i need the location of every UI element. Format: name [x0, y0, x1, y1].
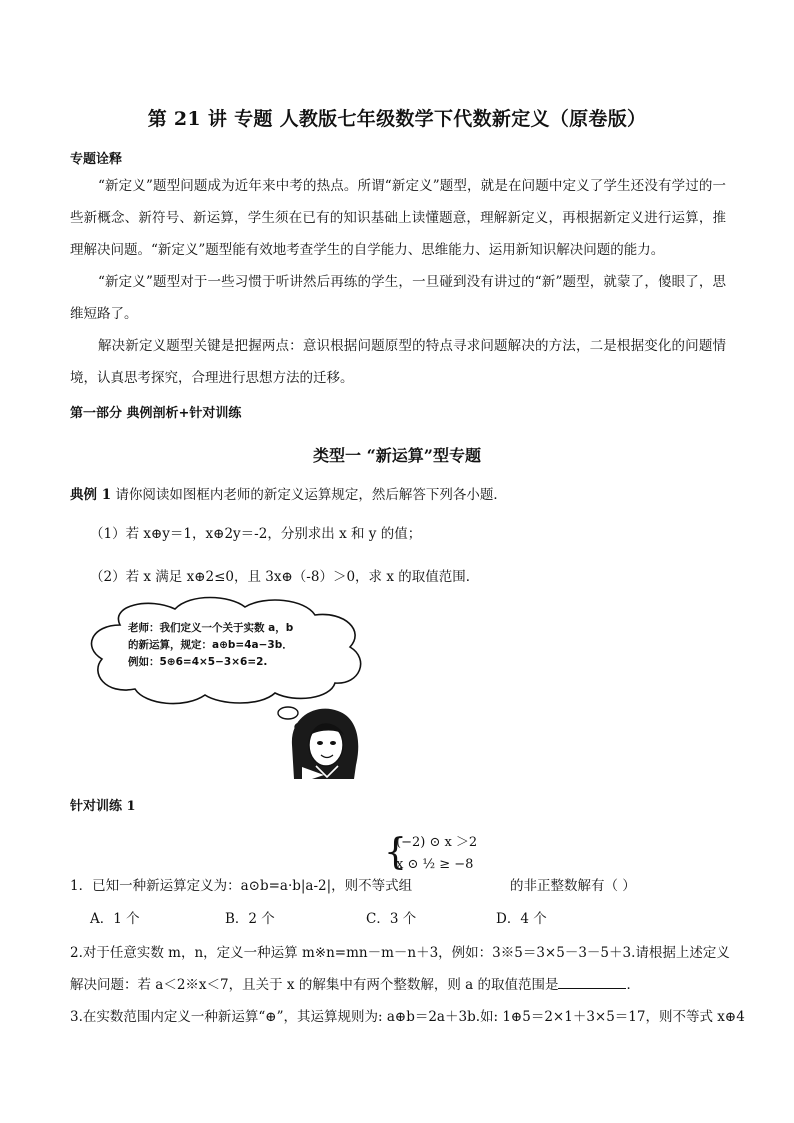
cloud-line-1: 老师：我们定义一个关于实数 a，b [128, 622, 294, 634]
option-b: B．2 个 [225, 911, 275, 927]
cloud-line-2: 的新运算，规定：a⊕b=4a−3b． [128, 639, 293, 651]
thought-bubble-large [278, 707, 298, 719]
example-question-2: （2）若 x 满足 x⊕2≤0，且 3x⊕（-8）＞0，求 x 的取值范围． [90, 569, 480, 585]
part-label: 第一部分 典例剖析+针对训练 [70, 406, 242, 421]
section-label: 专题诠释 [70, 152, 123, 167]
problem-1-tail: 的非正整数解有（ ） [510, 878, 636, 894]
problem-2-text: 解决问题：若 a＜2※x＜7，且关于 x 的解集中有两个整数解，则 a 的取值范围是 [70, 977, 559, 993]
option-d: D．4 个 [496, 911, 547, 927]
intro-paragraph-1: “新定义”题型问题成为近年来中考的热点。所谓“新定义”题型，就是在问题中定义了学生还没有学过的一些新概念、新符号、新运算，学生须在已有的知识基础上读懂题意，理解新定义，再根据新定义进行运算，推理解决问题。“新定义”题型能有效地考查学生的自学能力、思维能力、运用新知识解决问题的能力。 [70, 178, 726, 258]
intro-paragraph-3: 解决新定义题型关键是把握两点：意识根据问题原型的特点寻求问题解决的方法，二是根据变化的问题情境，认真思考探究，合理进行思想方法的迁移。 [70, 338, 726, 386]
system-line-2: x ⊙ ½ ≥ −8 [396, 857, 474, 872]
intro-paragraph-2: “新定义”题型对于一些习惯于听讲然后再练的学生，一旦碰到没有讲过的“新”题型，就蒙了，傻眼了，思维短路了。 [70, 274, 726, 322]
inequality-system [396, 832, 477, 876]
problem-2-line-2 [70, 973, 640, 993]
page-title: 第 21 讲 专题 人教版七年级数学下代数新定义（原卷版） [147, 108, 647, 130]
example-heading [70, 483, 507, 503]
problem-3-line-1: 3.在实数范围内定义一种新运算“⊕”，其运算规则为: a⊕b＝2a＋3b.如: 1⊕5＝2×1＋3×5＝17，则不等式 x⊕4 [70, 1009, 745, 1025]
type-title: 类型一 “新运算”型专题 [313, 446, 481, 465]
training-label: 针对训练 1 [70, 799, 136, 814]
problem-2-line-1: 2.对于任意实数 m，n，定义一种运算 m※n=mn－m－n＋3，例如：3※5＝3×5－3－5＋3.请根据上述定义 [70, 945, 730, 961]
system-brace: { [384, 832, 407, 873]
cloud-line-3: 例如：5⊕6=4×5−3×6=2. [128, 656, 268, 668]
example-text: 请你阅读如图框内老师的新定义运算规定，然后解答下列各小题． [111, 487, 507, 503]
problem-1-text: 1．已知一种新运算定义为：a⊙b=a·b|a-2|，则不等式组 [70, 878, 413, 894]
cloud-text [128, 620, 293, 671]
system-line-1: (−2) ⊙ x ＞2 [396, 835, 478, 850]
option-a: A．1 个 [90, 911, 140, 927]
answer-blank [558, 988, 626, 989]
option-c: C．3 个 [366, 911, 417, 927]
example-label: 典例 1 [70, 487, 112, 503]
teacher-figure [292, 709, 358, 779]
problem-2-end: ． [626, 977, 640, 993]
example-question-1: （1）若 x⊕y＝1，x⊕2y＝-2，分别求出 x 和 y 的值； [90, 526, 422, 542]
